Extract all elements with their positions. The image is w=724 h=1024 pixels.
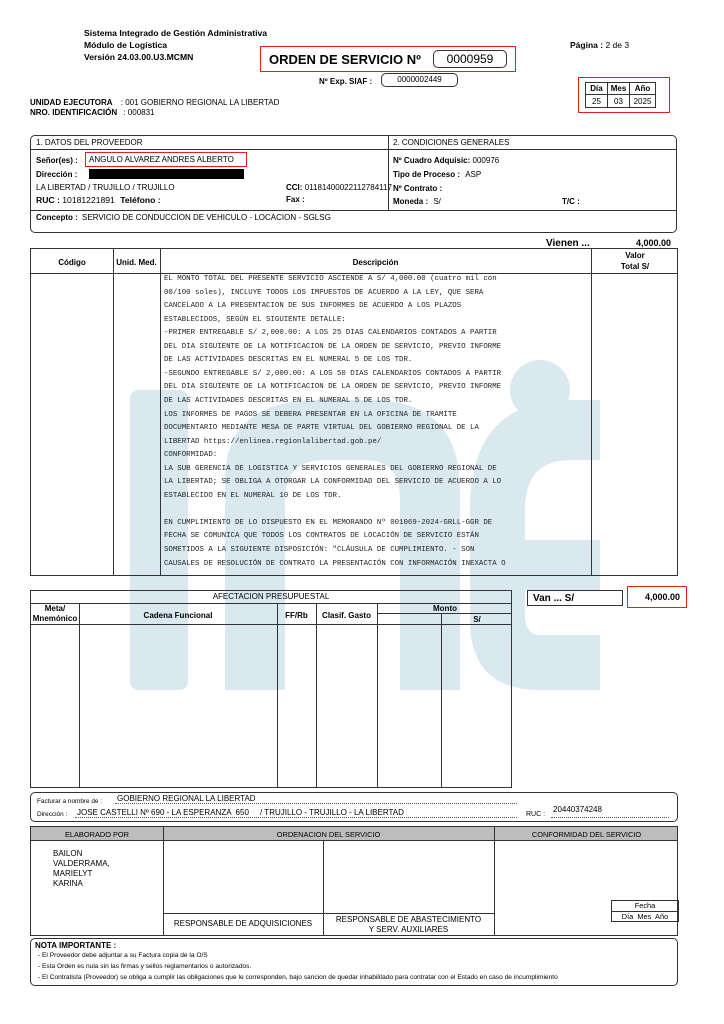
tipo-proceso: Tipo de Proceso : ASP [393,170,482,179]
description-line: SOMETIDOS A LA SIGUIENTE DISPOSICIÓN: "CLÁUSULA DE CUMPLIMIENTO. - SON [164,546,475,554]
col-monto: Monto [433,604,457,613]
contrato-label: Nº Contrato : [393,184,443,193]
resp-abastecimiento-1: RESPONSABLE DE ABASTECIMIENTO [335,915,482,924]
col-cadena-funcional: Cadena Funcional [143,611,213,620]
description-line: DOCUMENTARIO MEDIANTE MESA DE PARTE VIRTUAL DEL GOBIERNO REGIONAL DE LA [164,424,479,433]
description-line: ESTABLECIDO EN EL NUMERAL 10 DE LOS TDR. [164,491,342,500]
description-line: DE LAS ACTIVIDADES DESCRITAS EN EL NUMERAL 5 DE LOS TDR. [164,396,413,405]
date-anio-label: Año [630,83,656,95]
col-valor: Valor [625,251,645,260]
exp-siaf-label: Nº Exp. SIAF : [319,77,373,86]
description-line: CAUSALES DE RESOLUCIÓN DE CONTRATO LA PRESENTACIÓN CON INFORMACIÓN INEXACTA O [164,559,506,568]
module-name: Módulo de Logística [84,40,168,50]
col-ffrb: FF/Rb [285,611,308,620]
afectacion-table [30,590,512,788]
afectacion-title: AFECTACION PRESUPUESTAL [212,592,330,601]
senor-value: ANGULO ALVAREZ ANDRES ALBERTO [85,152,247,167]
exp-siaf-value: 0000002449 [381,73,458,87]
date-mes-label: Mes [608,83,630,95]
date-dia: 25 [586,95,608,108]
fecha-label: Fecha [634,901,656,910]
conditions-section-title: 2. CONDICIONES GENERALES [393,138,510,147]
van-label-box [527,590,623,606]
page-indicator: Página : 2 de 3 [570,40,630,50]
description-line: LA LIBERTAD; SE OBLIGA A OTORGAR LA CONFORMIDAD DEL SERVICIO DE ACUERDO A LO [164,478,502,487]
note-line: - Esta Orden es nula sin las firmas y sellos reglamentarios o autorizados. [38,963,252,970]
description-line: EL MONTO TOTAL DEL PRESENTE SERVICIO ASCIENDE A S/ 4,000.00 (cuatro mil con [164,275,497,283]
van-value-box [627,586,687,608]
version-label: Versión 24.03.00.U3.MCMN [84,52,194,62]
description-line: LA SUB GERENCIA DE LOGISTICA Y SERVICIOS GENERALES DEL GOBIERNO REGIONAL DE [164,464,497,473]
moneda: Moneda : S/ [393,197,441,206]
nro-identificacion: NRO. IDENTIFICACIÓN : 000831 [30,108,155,117]
direccion-label: Dirección : [36,170,78,179]
description-line: ESTABLECIDOS, SEGÚN EL SIGUIENTE DETALLE: [164,315,346,324]
resp-abastecimiento-2: Y SERV. AUXILIARES [368,925,449,934]
col-unid-med: Unid. Med. [116,258,157,267]
provider-section-title: 1. DATOS DEL PROVEEDOR [36,138,143,147]
billing-ruc-label: RUC : [526,811,546,818]
concepto: Concepto : SERVICIO DE CONDUCCION DE VEHICULO - LOCACION - SGLSG [36,213,331,222]
van-value: 4,000.00 [644,592,680,602]
vienen-label: Vienen ... [546,238,590,249]
fax-label: Fax : [286,195,305,204]
description-line: DEL DIA SIGUIENTE DE LA NOTIFICACION DE LA ORDEN DE SERVICIO, PREVIO INFORME [164,342,502,351]
resp-adquisiciones: RESPONSABLE DE ADQUISICIONES [173,919,313,928]
provider-section [30,135,677,233]
signatures-section [30,826,678,936]
col-mnemonico: Mnemónico [32,614,78,623]
billing-name-value: GOBIERNO REGIONAL LA LIBERTAD [117,794,256,803]
description-line: FECHA SE COMUNICA QUE TODOS LOS CONTRATOS DE LOCACIÓN DE SERVICIO ESTÁN [164,532,479,541]
fecha-columns: Día Mes Año [621,912,669,921]
note-line: - El Proveedor debe adjuntar a su Factura copia de la O/S [38,952,208,959]
date-mes: 03 [608,95,630,108]
description-line: DE LAS ACTIVIDADES DESCRITAS EN EL NUMERAL 5 DE LOS TDR. [164,356,413,365]
unidad-ejecutora: UNIDAD EJECUTORA : 001 GOBIERNO REGIONAL LA LIBERTAD [30,98,280,107]
date-dia-label: Día [586,83,608,95]
date-box [578,77,670,113]
ordenacion-header: ORDENACION DEL SERVICIO [276,830,381,839]
description-line: -PRIMER ENTREGABLE S/ 2,000.00: A LOS 25 DIAS CALENDARIOS CONTADOS A PARTIR [164,329,497,338]
firma-fecha-box [611,900,679,922]
senor-label: Señor(es) : [36,156,78,165]
doc-title: ORDEN DE SERVICIO Nº [269,52,421,67]
provider-ruc: RUC : 10181221891 Teléfono : [36,195,161,205]
col-monto-currency: S/ [473,615,481,624]
description-line: LOS INFORMES DE PAGOS SE DEBERA PRESENTAR EN LA OFICINA DE TRAMITE [164,410,457,419]
elaborado-por-header: ELABORADO POR [64,830,130,839]
col-codigo: Código [58,258,86,267]
col-descripcion: Descripción [352,258,399,267]
billing-address-label: Dirección : [37,811,68,818]
description-line: CONFORMIDAD: [164,451,218,460]
vienen-value: 4,000.00 [636,238,672,248]
doc-number: 0000959 [433,50,507,68]
billing-section [30,792,678,822]
description-line: EN CUMPLIMIENTO DE LO DISPUESTO EN EL MEMORANDO Nº 001069-2024-GRLL-GGR DE [164,518,493,527]
elaborado-nombre: BAILON VALDERRAMA, MARIELYT KARINA [53,849,110,888]
col-meta: Meta/ [44,604,66,613]
date-anio: 2025 [630,95,656,108]
description-line: DEL DIA SIGUIENTE DE LA NOTIFICACION DE LA ORDEN DE SERVICIO, PREVIO INFORME [164,383,502,392]
doc-title-box [260,46,516,72]
conformidad-header: CONFORMIDAD DEL SERVICIO [531,830,642,839]
van-label: Van ... S/ [533,593,575,604]
billing-name-label: Facturar a nombre de : [37,798,103,805]
cuadro-adquisic: Nº Cuadro Adquisic: 000976 [393,156,500,165]
provider-location: LA LIBERTAD / TRUJILLO / TRUJILLO [36,183,175,192]
billing-ruc-value: 20440374248 [553,805,602,814]
tc-label: T/C : [562,197,580,206]
description-line: LIBERTAD https://enlinea.regionlalibertad.gob.pe/ [164,437,382,446]
col-total: Total S/ [620,262,650,271]
note-line: - El Contratista (Proveedor) se obliga a cumplir las obligaciones que le corresponden, bajo sancion de quedar inhabilitado para contratar con el Estado en caso de incumplimiento [38,974,558,981]
cci: CCI: 01181400022112784117 [286,183,392,192]
notes-title: NOTA IMPORTANTE : [35,941,117,950]
description-line: -SEGUNDO ENTREGABLE S/ 2,000.00: A LOS 50 DIAS CALENDARIOS CONTADOS A PARTIR [164,369,502,378]
description-line: 00/100 soles), INCLUYE TODOS LOS IMPUESTOS DE ACUERDO A LA LEY, QUE SERA [164,288,484,297]
col-clasif-gasto: Clasif. Gasto [322,611,371,620]
system-name: Sistema Integrado de Gestión Administrativa [84,28,268,38]
items-table [30,248,678,576]
billing-address-value: JOSE CASTELLI Nº 690 - LA ESPERANZA 650 / TRUJILLO - TRUJILLO - LA LIBERTAD [77,808,404,817]
description-line: CANCELADO A LA PRESENTACION DE SUS INFORMES DE ACUERDO A LOS PLAZOS [164,302,462,311]
redacted-address [89,169,244,179]
